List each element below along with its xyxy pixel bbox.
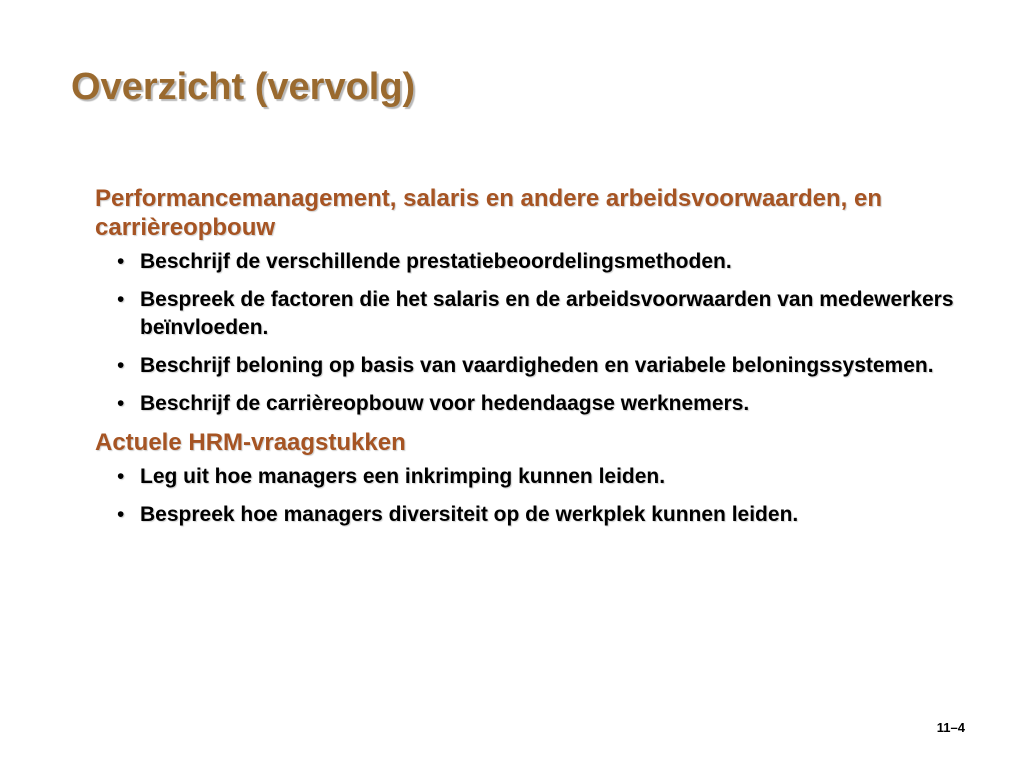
bullet-item bbox=[95, 248, 955, 276]
slide-title: Overzicht (vervolg) bbox=[71, 66, 416, 108]
bullet-icon: • bbox=[117, 503, 125, 526]
section-heading-hrm: Actuele HRM-vraagstukken bbox=[95, 429, 406, 456]
bullet-icon: • bbox=[117, 465, 125, 488]
bullet-text: Leg uit hoe managers een inkrimping kunnen leiden. bbox=[140, 465, 666, 488]
bullet-item bbox=[95, 501, 955, 529]
slide-content bbox=[95, 184, 955, 539]
bullet-text: Bespreek de factoren die het salaris en de arbeidsvoorwaarden van medewerkers beïnvloeden. bbox=[140, 288, 954, 339]
bullet-item bbox=[95, 463, 955, 491]
bullet-text: Beschrijf beloning op basis van vaardigheden en variabele beloningssystemen. bbox=[140, 354, 934, 377]
bullet-item bbox=[95, 390, 955, 418]
bullet-text: Bespreek hoe managers diversiteit op de werkplek kunnen leiden. bbox=[140, 503, 799, 526]
bullet-icon: • bbox=[117, 354, 125, 377]
bullet-item bbox=[95, 352, 955, 380]
bullet-icon: • bbox=[117, 250, 125, 273]
bullet-icon: • bbox=[117, 392, 125, 415]
bullet-list-hrm bbox=[95, 463, 955, 529]
bullet-text: Beschrijf de verschillende prestatiebeoordelingsmethoden. bbox=[140, 250, 732, 273]
bullet-icon: • bbox=[117, 288, 125, 311]
bullet-text: Beschrijf de carrièreopbouw voor hedendaagse werknemers. bbox=[140, 392, 750, 415]
section-heading-performance: Performancemanagement, salaris en andere arbeidsvoorwaarden, en carrièreopbouw bbox=[95, 185, 882, 241]
bullet-list-performance bbox=[95, 248, 955, 418]
bullet-item bbox=[95, 286, 955, 342]
page-number: 11–4 bbox=[936, 720, 965, 735]
